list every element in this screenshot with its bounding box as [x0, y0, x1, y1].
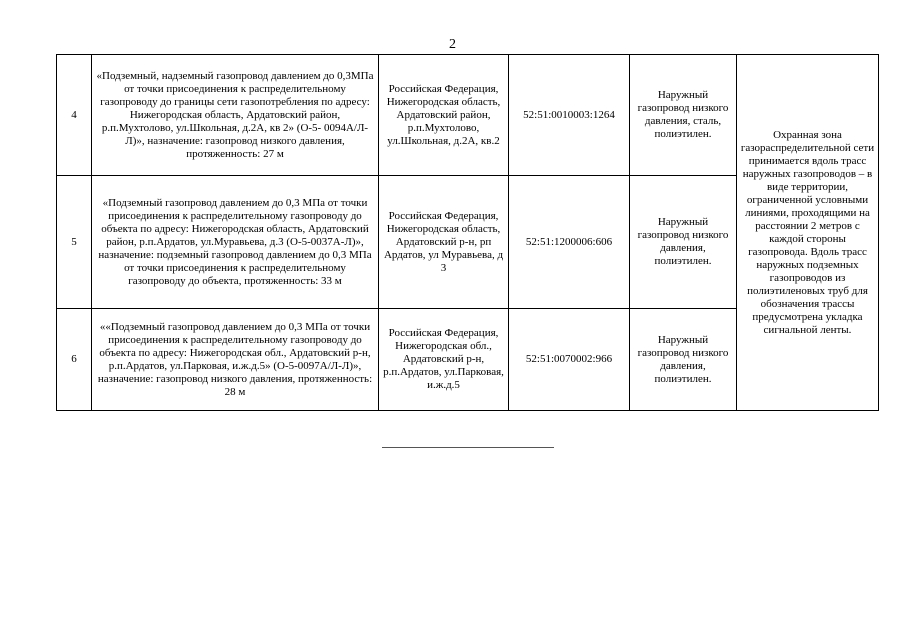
protection-zone-description: Охранная зона газораспределительной сети принимается вдоль трасс наружных газопроводов – в виде территории, ограниченной условными линиями, проходящими на расстоянии 2 метров с каждой стороны газопровода. Вдоль трасс наружных подземных газопроводов из полиэтиленовых труб для обозначения трассы предусмотрена укладка сигнальной ленты.: [737, 55, 879, 411]
cadastral-number: 52:51:0070002:966: [509, 309, 630, 411]
object-location: Российская Федерация, Нижегородская область, Ардатовский район, р.п.Мухтолово, ул.Школьная, д.2А, кв.2: [379, 55, 509, 176]
object-description: «Подземный газопровод давлением до 0,3 МПа от точки присоединения к распределительному газопроводу до объекта по адресу: Нижегородская область, Ардатовский район, р.п.Ардатов, ул.Муравьева, д.3 (О-5-0037А-Л)», назначение: подземный газопровод давлением до 0,3 МПа от точки присоединения к распределительному газопроводу до объекта, протяженность: 33 м: [92, 176, 379, 309]
pipeline-type: Наружный газопровод низкого давления, сталь, полиэтилен.: [630, 55, 737, 176]
cadastral-number: 52:51:0010003:1264: [509, 55, 630, 176]
row-number: 4: [57, 55, 92, 176]
gas-pipeline-table: [56, 54, 879, 411]
object-location: Российская Федерация, Нижегородская область, Ардатовский р-н, рп Ардатов, ул Муравьева, д 3: [379, 176, 509, 309]
row-number: 6: [57, 309, 92, 411]
footer-divider: [382, 447, 554, 448]
object-location: Российская Федерация, Нижегородская обл., Ардатовский р-н, р.п.Ардатов, ул.Парковая, и.ж.д.5: [379, 309, 509, 411]
table-row: [57, 55, 879, 176]
pipeline-type: Наружный газопровод низкого давления, полиэтилен.: [630, 309, 737, 411]
pipeline-type: Наружный газопровод низкого давления, полиэтилен.: [630, 176, 737, 309]
page-number: 2: [449, 37, 456, 52]
object-description: ««Подземный газопровод давлением до 0,3 МПа от точки присоединения к распределительному газопроводу до объекта по адресу: Нижегородская обл., Ардатовский р-н, р.п.Ардатов, ул.Парковая, и.ж.д.5» (О-5-0097А/Л-Л)», назначение: газопровод низкого давления, протяженность: 28 м: [92, 309, 379, 411]
cadastral-number: 52:51:1200006:606: [509, 176, 630, 309]
object-description: «Подземный, надземный газопровод давлением до 0,3МПа от точки присоединения к распределительному газопроводу до границы сети газопотребления по адресу: Нижегородская область, Ардатовский район, р.п.Мухтолово, ул.Школьная, д.2А, кв 2» (О-5- 0094А/Л-Л)», назначение: газопровод низкого давления, протяженность: 27 м: [92, 55, 379, 176]
row-number: 5: [57, 176, 92, 309]
